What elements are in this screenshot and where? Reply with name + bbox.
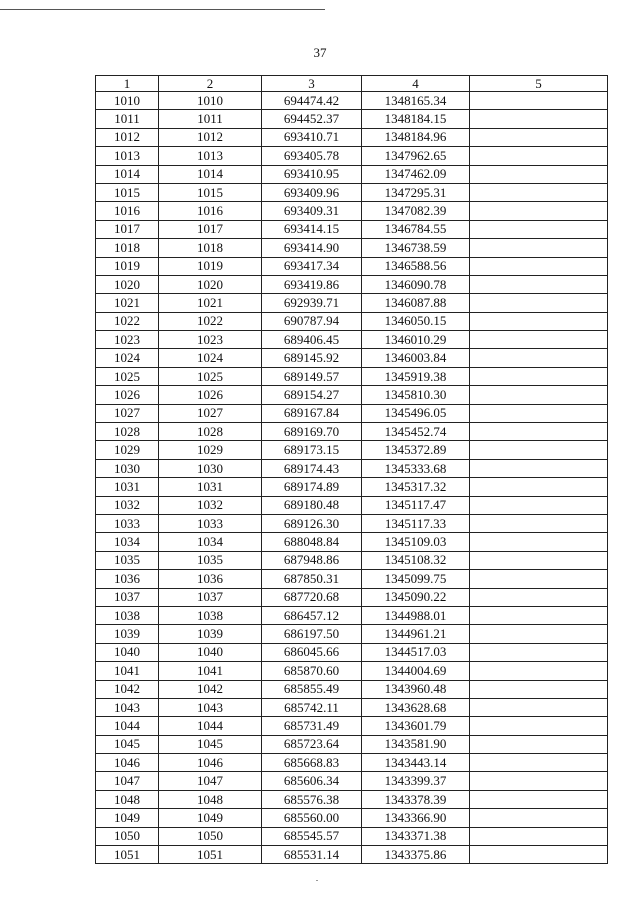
table-row (96, 441, 608, 459)
table-cell: 1346010.29 (362, 331, 470, 349)
table-cell: 1343366.90 (362, 809, 470, 827)
table-cell: 1345496.05 (362, 404, 470, 422)
table-cell (470, 367, 608, 385)
table-cell (470, 183, 608, 201)
table-cell: 1039 (159, 625, 262, 643)
table-cell: 1346087.88 (362, 294, 470, 312)
table-cell: 1047 (96, 772, 159, 790)
table-row (96, 92, 608, 110)
table-cell: 1030 (96, 459, 159, 477)
table-cell: 1013 (96, 147, 159, 165)
table-cell: 1345109.03 (362, 533, 470, 551)
table-cell: 1025 (96, 367, 159, 385)
table-cell: 1344988.01 (362, 606, 470, 624)
table-cell: 1346003.84 (362, 349, 470, 367)
table-cell: 685668.83 (262, 754, 362, 772)
table-cell: 1026 (159, 386, 262, 404)
table-cell (470, 478, 608, 496)
table-cell: 1345117.47 (362, 496, 470, 514)
table-cell: 1036 (159, 570, 262, 588)
table-cell: 1015 (159, 183, 262, 201)
table-cell: 1038 (159, 606, 262, 624)
table-cell (470, 662, 608, 680)
table-cell (470, 220, 608, 238)
table-cell: 1035 (96, 551, 159, 569)
table-cell: 690787.94 (262, 312, 362, 330)
table-row (96, 606, 608, 624)
table-cell: 693409.31 (262, 202, 362, 220)
table-cell: 1010 (96, 92, 159, 110)
table-cell (470, 809, 608, 827)
table-row (96, 551, 608, 569)
table-cell: 1033 (159, 514, 262, 532)
table-cell: 1040 (96, 643, 159, 661)
table-cell: 689126.30 (262, 514, 362, 532)
table-cell: 1346588.56 (362, 257, 470, 275)
table-cell: 1041 (159, 662, 262, 680)
table-row (96, 514, 608, 532)
table-cell (470, 735, 608, 753)
table-cell: 1346738.59 (362, 239, 470, 257)
table-cell: 1036 (96, 570, 159, 588)
table-cell: 1051 (96, 846, 159, 864)
table-cell: 1040 (159, 643, 262, 661)
table-cell: 1046 (159, 754, 262, 772)
table-cell: 1015 (96, 183, 159, 201)
table-cell: 694452.37 (262, 110, 362, 128)
table-cell (470, 827, 608, 845)
table-cell: 1022 (159, 312, 262, 330)
table-cell: 1044 (159, 717, 262, 735)
table-cell: 685531.14 (262, 846, 362, 864)
table-row (96, 257, 608, 275)
table-body (96, 92, 608, 864)
table-cell: 1027 (96, 404, 159, 422)
table-header-row (96, 76, 608, 92)
table-row (96, 662, 608, 680)
table-cell: 1031 (96, 478, 159, 496)
table-cell: 1031 (159, 478, 262, 496)
table-cell: 1344961.21 (362, 625, 470, 643)
table-cell: 1043 (159, 698, 262, 716)
table-cell (470, 349, 608, 367)
table-cell (470, 588, 608, 606)
table-row (96, 680, 608, 698)
table-cell: 1348165.34 (362, 92, 470, 110)
table-cell: 1343960.48 (362, 680, 470, 698)
table-row (96, 496, 608, 514)
table-cell: 1042 (159, 680, 262, 698)
table-cell: 1011 (96, 110, 159, 128)
table-cell: 687720.68 (262, 588, 362, 606)
column-header: 3 (262, 76, 362, 92)
table-cell: 688048.84 (262, 533, 362, 551)
table-row (96, 698, 608, 716)
table-cell: 1343378.39 (362, 790, 470, 808)
table-cell (470, 128, 608, 146)
table-cell: 1345810.30 (362, 386, 470, 404)
table-cell: 1034 (96, 533, 159, 551)
table-row (96, 202, 608, 220)
table-cell: 693410.71 (262, 128, 362, 146)
table-cell: 694474.42 (262, 92, 362, 110)
table-cell: 685545.57 (262, 827, 362, 845)
table-cell (470, 570, 608, 588)
table-cell (470, 717, 608, 735)
table-cell (470, 147, 608, 165)
table-cell (470, 846, 608, 864)
table-cell: 1038 (96, 606, 159, 624)
table-cell: 685576.38 (262, 790, 362, 808)
table-cell: 1345919.38 (362, 367, 470, 385)
scan-mark (316, 880, 318, 881)
page-number: 37 (313, 45, 327, 60)
table-cell (470, 423, 608, 441)
table-cell: 685855.49 (262, 680, 362, 698)
table-cell: 1344517.03 (362, 643, 470, 661)
table-row (96, 533, 608, 551)
table-cell (470, 698, 608, 716)
table-row (96, 294, 608, 312)
table-cell: 1345099.75 (362, 570, 470, 588)
table-cell: 1027 (159, 404, 262, 422)
table-cell: 1019 (159, 257, 262, 275)
table-cell (470, 294, 608, 312)
table-row (96, 349, 608, 367)
table-cell: 689174.43 (262, 459, 362, 477)
table-cell: 1041 (96, 662, 159, 680)
table-cell: 686197.50 (262, 625, 362, 643)
table-cell: 1037 (159, 588, 262, 606)
table-row (96, 220, 608, 238)
table-row (96, 367, 608, 385)
table-row (96, 754, 608, 772)
column-header: 5 (470, 76, 608, 92)
table-cell: 1021 (159, 294, 262, 312)
table-cell: 1021 (96, 294, 159, 312)
table-cell (470, 441, 608, 459)
table-cell (470, 202, 608, 220)
table-cell: 689180.48 (262, 496, 362, 514)
table-cell: 1050 (159, 827, 262, 845)
table-cell: 1013 (159, 147, 262, 165)
table-cell (470, 790, 608, 808)
table-cell (470, 514, 608, 532)
table-row (96, 165, 608, 183)
table-row (96, 128, 608, 146)
table-cell: 689167.84 (262, 404, 362, 422)
table-cell: 1024 (96, 349, 159, 367)
table-cell (470, 772, 608, 790)
table-cell (470, 404, 608, 422)
table-cell: 1014 (96, 165, 159, 183)
column-header: 4 (362, 76, 470, 92)
table-cell: 1348184.96 (362, 128, 470, 146)
table-row (96, 478, 608, 496)
table-cell: 1344004.69 (362, 662, 470, 680)
table-cell: 1051 (159, 846, 262, 864)
table-row (96, 846, 608, 864)
table-cell: 685560.00 (262, 809, 362, 827)
table-cell (470, 496, 608, 514)
table-cell: 1347295.31 (362, 183, 470, 201)
table-row (96, 147, 608, 165)
table-cell: 689173.15 (262, 441, 362, 459)
table-cell: 693409.96 (262, 183, 362, 201)
table-cell: 1017 (159, 220, 262, 238)
table-cell: 1028 (96, 423, 159, 441)
table-row (96, 386, 608, 404)
table-row (96, 643, 608, 661)
table-cell: 1346050.15 (362, 312, 470, 330)
table-row (96, 183, 608, 201)
coordinates-table (95, 75, 608, 864)
table-cell: 1345108.32 (362, 551, 470, 569)
table-cell: 687948.86 (262, 551, 362, 569)
table-cell: 1343443.14 (362, 754, 470, 772)
table-cell (470, 533, 608, 551)
table-cell (470, 625, 608, 643)
table-cell: 1347462.09 (362, 165, 470, 183)
table-cell: 1033 (96, 514, 159, 532)
table-cell (470, 551, 608, 569)
table-cell: 1029 (96, 441, 159, 459)
table-cell: 1016 (96, 202, 159, 220)
table-cell: 1020 (159, 275, 262, 293)
table-cell: 693417.34 (262, 257, 362, 275)
table-cell: 689145.92 (262, 349, 362, 367)
table-row (96, 772, 608, 790)
table-row (96, 239, 608, 257)
table-row (96, 275, 608, 293)
table-row (96, 331, 608, 349)
table-cell: 1343371.38 (362, 827, 470, 845)
table-row (96, 625, 608, 643)
table-cell (470, 386, 608, 404)
table-cell: 1050 (96, 827, 159, 845)
table-cell: 692939.71 (262, 294, 362, 312)
table-cell: 693414.15 (262, 220, 362, 238)
table-cell: 689154.27 (262, 386, 362, 404)
table-cell (470, 312, 608, 330)
table-cell: 1020 (96, 275, 159, 293)
table-cell: 1014 (159, 165, 262, 183)
table-row (96, 809, 608, 827)
table-cell: 686045.66 (262, 643, 362, 661)
table-cell: 1345372.89 (362, 441, 470, 459)
table-cell: 687850.31 (262, 570, 362, 588)
table-cell: 689169.70 (262, 423, 362, 441)
table-cell: 1345452.74 (362, 423, 470, 441)
table-cell: 1045 (96, 735, 159, 753)
table-cell: 1347082.39 (362, 202, 470, 220)
table-row (96, 717, 608, 735)
table-cell: 1346784.55 (362, 220, 470, 238)
table-cell: 1028 (159, 423, 262, 441)
table-cell: 685870.60 (262, 662, 362, 680)
table-row (96, 459, 608, 477)
table-cell: 1346090.78 (362, 275, 470, 293)
table-cell: 1011 (159, 110, 262, 128)
table-cell: 693405.78 (262, 147, 362, 165)
table-cell (470, 110, 608, 128)
table-cell: 1042 (96, 680, 159, 698)
table-row (96, 735, 608, 753)
table-cell: 1347962.65 (362, 147, 470, 165)
table-cell: 1343601.79 (362, 717, 470, 735)
table-cell: 1046 (96, 754, 159, 772)
table-cell: 1345317.32 (362, 478, 470, 496)
table-cell: 1030 (159, 459, 262, 477)
table-cell: 1016 (159, 202, 262, 220)
table-cell: 1348184.15 (362, 110, 470, 128)
table-cell: 693414.90 (262, 239, 362, 257)
table-cell: 1049 (159, 809, 262, 827)
table-cell: 1024 (159, 349, 262, 367)
table-row (96, 110, 608, 128)
table-row (96, 570, 608, 588)
table-cell: 1049 (96, 809, 159, 827)
table-cell: 1025 (159, 367, 262, 385)
table-cell: 1343581.90 (362, 735, 470, 753)
table-cell: 1010 (159, 92, 262, 110)
table-row (96, 790, 608, 808)
table-cell (470, 754, 608, 772)
table-cell: 1043 (96, 698, 159, 716)
table-cell: 686457.12 (262, 606, 362, 624)
table-cell: 1032 (159, 496, 262, 514)
table-cell: 689149.57 (262, 367, 362, 385)
table-cell: 1018 (96, 239, 159, 257)
table-cell (470, 680, 608, 698)
table-cell (470, 331, 608, 349)
table-cell: 693419.86 (262, 275, 362, 293)
table-cell: 1047 (159, 772, 262, 790)
table-cell: 1012 (159, 128, 262, 146)
table-row (96, 588, 608, 606)
table-cell: 1343628.68 (362, 698, 470, 716)
table-cell: 1343375.86 (362, 846, 470, 864)
table-cell: 1023 (96, 331, 159, 349)
table-cell: 1345333.68 (362, 459, 470, 477)
table-cell: 689406.45 (262, 331, 362, 349)
table-cell: 1034 (159, 533, 262, 551)
column-header: 1 (96, 76, 159, 92)
table-cell: 1012 (96, 128, 159, 146)
table-cell: 689174.89 (262, 478, 362, 496)
table-cell (470, 643, 608, 661)
table-cell (470, 165, 608, 183)
table-cell (470, 92, 608, 110)
table-cell (470, 257, 608, 275)
column-header: 2 (159, 76, 262, 92)
table-cell (470, 459, 608, 477)
table-cell: 1035 (159, 551, 262, 569)
table-cell: 1048 (159, 790, 262, 808)
table-cell: 1019 (96, 257, 159, 275)
table-cell: 1032 (96, 496, 159, 514)
table-cell: 1345090.22 (362, 588, 470, 606)
table-row (96, 404, 608, 422)
table-cell (470, 239, 608, 257)
table-cell: 1345117.33 (362, 514, 470, 532)
table-cell: 1039 (96, 625, 159, 643)
table-cell: 693410.95 (262, 165, 362, 183)
table-row (96, 423, 608, 441)
table-cell: 1044 (96, 717, 159, 735)
table-cell: 1037 (96, 588, 159, 606)
table-cell: 1045 (159, 735, 262, 753)
table-cell: 1018 (159, 239, 262, 257)
top-rule (0, 9, 325, 10)
table-cell: 685742.11 (262, 698, 362, 716)
table-cell (470, 275, 608, 293)
table-cell (470, 606, 608, 624)
table-cell: 1048 (96, 790, 159, 808)
table-cell: 1017 (96, 220, 159, 238)
table-cell: 1022 (96, 312, 159, 330)
table-cell: 1023 (159, 331, 262, 349)
table-cell: 1343399.37 (362, 772, 470, 790)
table-cell: 685606.34 (262, 772, 362, 790)
table-cell: 1029 (159, 441, 262, 459)
table-cell: 1026 (96, 386, 159, 404)
table-row (96, 312, 608, 330)
table-cell: 685731.49 (262, 717, 362, 735)
table-row (96, 827, 608, 845)
table-cell: 685723.64 (262, 735, 362, 753)
